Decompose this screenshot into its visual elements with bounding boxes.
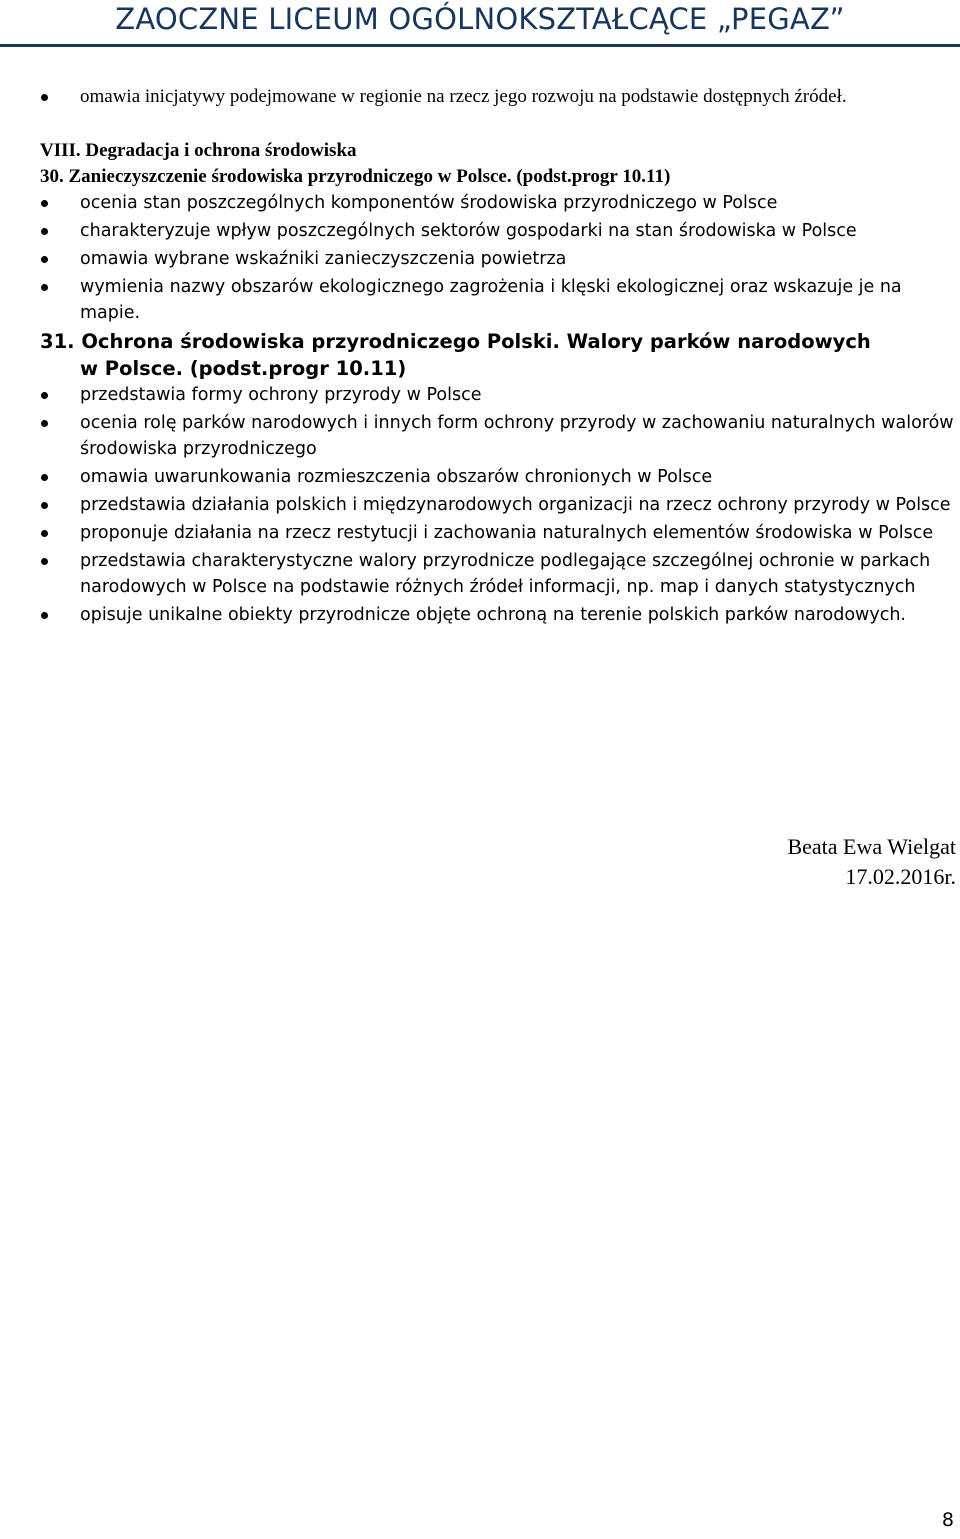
topic-31-list <box>40 382 958 628</box>
bullet-icon <box>41 502 48 509</box>
list-item: omawia uwarunkowania rozmieszczenia obszarów chronionych w Polsce <box>40 464 958 490</box>
bullet-icon <box>41 530 48 537</box>
author-name: Beata Ewa Wielgat <box>787 834 956 859</box>
bullet-icon <box>41 612 48 619</box>
page-number: 8 <box>941 1509 954 1531</box>
list-item: omawia wybrane wskaźniki zanieczyszczenia powietrza <box>40 246 958 272</box>
bullet-icon <box>41 284 48 291</box>
list-item: wymienia nazwy obszarów ekologicznego zagrożenia i klęski ekologicznej oraz wskazuje je na mapie. <box>40 274 958 326</box>
list-item: przedstawia charakterystyczne walory przyrodnicze podlegające szczególnej ochronie w parkach narodowych w Polsce na podstawie różnych źródeł informacji, np. map i danych statystycznych <box>40 548 958 600</box>
list-item: proponuje działania na rzecz restytucji i zachowania naturalnych elementów środowiska w Polsce <box>40 520 958 546</box>
bullet-icon <box>41 256 48 263</box>
list-item: omawia inicjatywy podejmowane w regionie na rzecz jego rozwoju na podstawie dostępnych źródeł. <box>40 84 958 110</box>
bullet-icon <box>41 474 48 481</box>
list-item: przedstawia działania polskich i międzynarodowych organizacji na rzecz ochrony przyrody w Polsce <box>40 492 958 518</box>
topic-30-list <box>40 190 958 326</box>
list-item: ocenia rolę parków narodowych i innych form ochrony przyrody w zachowaniu naturalnych walorów środowiska przyrodniczego <box>40 410 958 462</box>
bullet-icon <box>41 228 48 235</box>
page-header-title: ZAOCZNE LICEUM OGÓLNOKSZTAŁCĄCE „PEGAZ” <box>115 2 845 36</box>
list-item: opisuje unikalne obiekty przyrodnicze objęte ochroną na terenie polskich parków narodowych. <box>40 602 958 628</box>
signature-block <box>787 832 956 892</box>
intro-list <box>40 84 958 110</box>
list-item: ocenia stan poszczególnych komponentów środowiska przyrodniczego w Polsce <box>40 190 958 216</box>
list-item: przedstawia formy ochrony przyrody w Polsce <box>40 382 958 408</box>
bullet-icon <box>41 200 48 207</box>
bullet-icon <box>41 94 48 101</box>
section-heading: VIII. Degradacja i ochrona środowiska <box>40 140 357 161</box>
bullet-icon <box>41 392 48 399</box>
document-body <box>40 84 958 630</box>
header-divider <box>0 44 960 47</box>
bullet-icon <box>41 558 48 565</box>
signature-date: 17.02.2016r. <box>845 864 956 889</box>
list-item: charakteryzuje wpływ poszczególnych sektorów gospodarki na stan środowiska w Polsce <box>40 218 958 244</box>
bullet-icon <box>41 420 48 427</box>
topic-heading-line: 31. Ochrona środowiska przyrodniczego Polski. Walory parków narodowych <box>40 330 871 353</box>
topic-heading <box>40 328 958 382</box>
topic-heading: 30. Zanieczyszczenie środowiska przyrodniczego w Polsce. (podst.progr 10.11) <box>40 166 671 187</box>
topic-heading-line: w Polsce. (podst.progr 10.11) <box>80 357 407 380</box>
